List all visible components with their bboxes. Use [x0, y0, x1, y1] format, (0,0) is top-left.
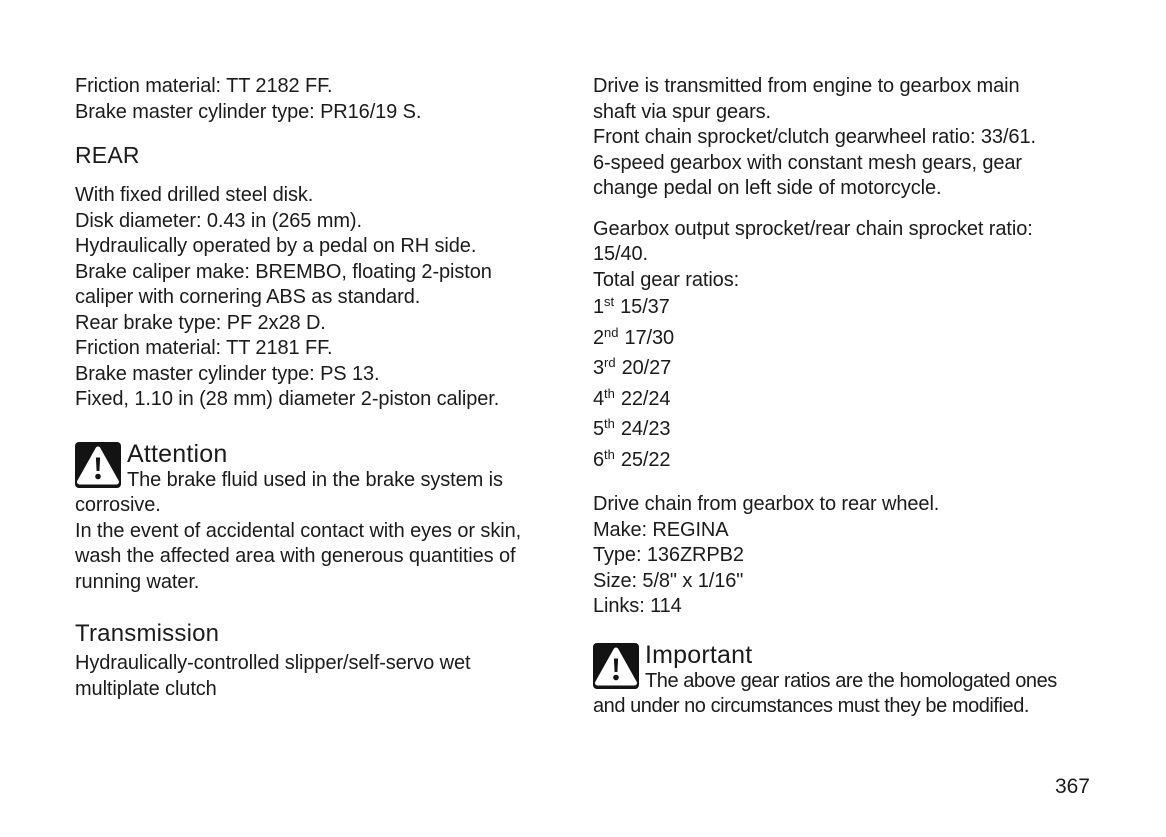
text-line: Make: REGINA — [593, 518, 729, 541]
text-line: Brake master cylinder type: PR16/19 S. — [75, 100, 422, 123]
ordinal-suffix: th — [604, 446, 615, 462]
text-line: Drive is transmitted from engine to gearbox main — [593, 75, 1020, 97]
text-line: caliper with cornering ABS as standard. — [75, 286, 421, 308]
text-line: Fixed, 1.10 in (28 mm) diameter 2-piston caliper. — [75, 388, 500, 410]
text-line: The above gear ratios are the homologated ones — [645, 669, 1057, 692]
text-line: With fixed drilled steel disk. — [75, 184, 314, 206]
warning-triangle-icon — [593, 643, 639, 689]
text-line: Gearbox output sprocket/rear chain sprocket ratio: — [593, 217, 1033, 240]
ordinal-suffix: rd — [604, 355, 616, 370]
ordinal-suffix: nd — [604, 324, 619, 340]
gear-ratio-value: 25/22 — [620, 448, 671, 471]
text-line: Total gear ratios: — [593, 268, 740, 291]
text-line: Front chain sprocket/clutch gearwheel ratio: 33/61. — [593, 126, 1036, 148]
gear-ratio-row: 6th 25/22 — [593, 446, 671, 471]
drive-transmission-specs — [593, 74, 1098, 202]
rear-brake-specs — [75, 183, 580, 413]
text-line: multiplate clutch — [75, 677, 217, 700]
text-line: Type: 136ZRPB2 — [593, 544, 744, 566]
rear-heading: REAR — [75, 142, 140, 168]
gear-ratios-block — [593, 217, 1098, 477]
left-column — [75, 74, 580, 702]
gear-ratio-row: 1st 15/37 — [593, 294, 670, 318]
text-line: Brake master cylinder type: PS 13. — [75, 362, 380, 385]
text-line: wash the affected area with generous quantities of — [75, 545, 516, 567]
text-line: Hydraulically operated by a pedal on RH side. — [75, 235, 477, 257]
text-line: Friction material: TT 2182 FF. — [75, 75, 333, 97]
warning-triangle-icon — [75, 442, 121, 488]
transmission-heading: Transmission — [75, 620, 220, 647]
important-callout — [593, 641, 1098, 720]
text-line: In the event of accidental contact with eyes or skin, — [75, 519, 522, 542]
text-line: Hydraulically-controlled slipper/self-servo wet — [75, 652, 471, 674]
text-line: change pedal on left side of motorcycle. — [593, 177, 942, 199]
transmission-specs — [75, 651, 580, 702]
text-line: Friction material: TT 2181 FF. — [75, 337, 333, 359]
attention-title: Attention — [127, 439, 228, 468]
gear-ratio-row: 2nd 17/30 — [593, 324, 675, 349]
text-line: Disk diameter: 0.43 in (265 mm). — [75, 209, 362, 232]
text-line: 6-speed gearbox with constant mesh gears, gear — [593, 151, 1022, 174]
text-line: and under no circumstances must they be modified. — [593, 695, 1029, 717]
text-line: The brake fluid used in the brake system is — [127, 468, 503, 491]
attention-callout — [75, 440, 580, 596]
text-line: corrosive. — [75, 494, 161, 516]
text-line: 15/40. — [593, 243, 649, 265]
page-number: 367 — [1054, 775, 1090, 798]
text-line: running water. — [75, 570, 200, 593]
text-line: Links: 114 — [593, 595, 682, 617]
gear-ratio-value: 20/27 — [621, 357, 672, 379]
right-column — [593, 74, 1098, 720]
gear-ratio-value: 15/37 — [620, 296, 670, 318]
gear-ratio-value: 17/30 — [624, 326, 675, 349]
gear-ratio-value: 22/24 — [620, 387, 671, 410]
gear-ratio-row: 3rd 20/27 — [593, 355, 672, 379]
text-line: shaft via spur gears. — [593, 100, 771, 123]
text-line: Size: 5/8" x 1/16" — [593, 569, 744, 592]
front-brake-specs-continued — [75, 74, 580, 125]
ordinal-suffix: st — [604, 294, 615, 309]
text-line: Rear brake type: PF 2x28 D. — [75, 311, 326, 334]
text-line: Brake caliper make: BREMBO, floating 2-piston — [75, 260, 492, 283]
important-title: Important — [645, 640, 753, 669]
ordinal-suffix: th — [604, 385, 615, 401]
gear-ratio-row: 4th 22/24 — [593, 385, 671, 410]
gear-ratio-row: 5th 24/23 — [593, 416, 671, 440]
ordinal-suffix: th — [604, 416, 615, 431]
gear-ratio-value: 24/23 — [620, 418, 671, 440]
text-line: Drive chain from gearbox to rear wheel. — [593, 493, 940, 515]
drive-chain-specs — [593, 492, 1098, 620]
